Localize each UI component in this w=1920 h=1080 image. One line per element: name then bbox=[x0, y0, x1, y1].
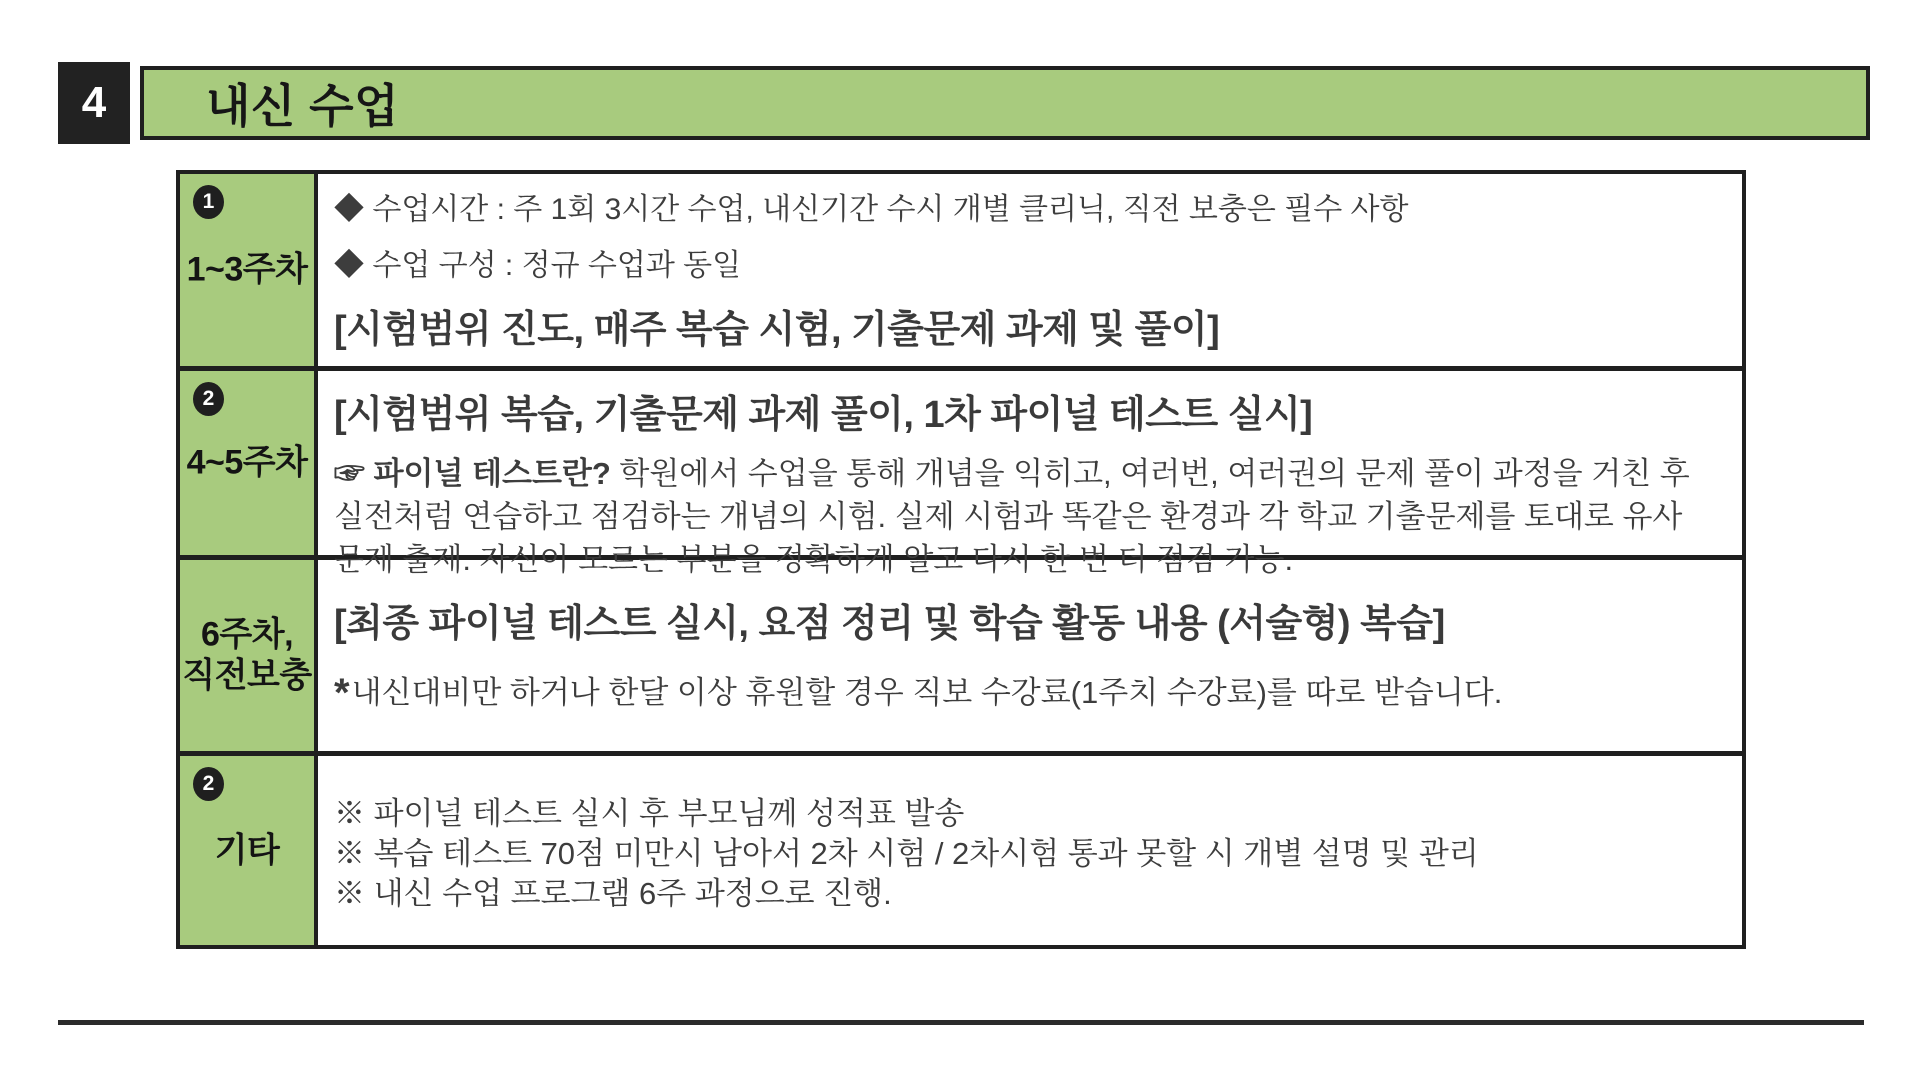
section-title: 내신 수업 bbox=[206, 80, 400, 132]
week-number-badge-2: 2 bbox=[193, 382, 224, 416]
etc-number-badge: 2 bbox=[193, 767, 224, 801]
tuition-note bbox=[334, 667, 1720, 716]
asterisk-mark: * bbox=[334, 671, 350, 715]
week6-headline: [최종 파이널 테스트 실시, 요점 정리 및 학습 활동 내용 (서술형) 복습] bbox=[334, 603, 1445, 645]
schedule-table bbox=[176, 170, 1746, 949]
week-label: 4~5주차 bbox=[186, 443, 308, 482]
week1-3-content-cell bbox=[318, 174, 1742, 366]
table-row-week1-3 bbox=[180, 174, 1742, 366]
bottom-divider bbox=[58, 1020, 1864, 1025]
week6-content-cell bbox=[318, 560, 1742, 751]
final-test-body: 학원에서 수업을 통해 개념을 익히고, 여러번, 여러권의 문제 풀이 과정을 거친 후 실전처럼 연습하고 점검하는 개념의 시험. 실제 시험과 똑같은 환경과 각 학교 기출문제를 토대로 유사 문제 출제. 자신이 모르는 부분을 정확하게 알고 다시 한 번 더 점검 가능. bbox=[334, 456, 1690, 577]
memo-duration-line: ※ 내신 수업 프로그램 6주 과정으로 진행. bbox=[334, 876, 892, 911]
memo-retest-line: ※ 복습 테스트 70점 미만시 남아서 2차 시험 / 2차시험 통과 못할 시 개별 설명 및 관리 bbox=[334, 836, 1479, 871]
class-structure-line: ◆ 수업 구성 : 정규 수업과 동일 bbox=[334, 249, 742, 282]
section-number: 4 bbox=[58, 62, 130, 144]
week-label-line1: 6주차, bbox=[200, 615, 294, 654]
table-row-week6 bbox=[180, 555, 1742, 751]
week1-3-headline: [시험범위 진도, 매주 복습 시험, 기출문제 과제 및 풀이] bbox=[334, 309, 1220, 351]
week-label: 1~3주차 bbox=[186, 250, 308, 289]
week4-5-content-cell bbox=[318, 371, 1742, 577]
week4-5-label-cell bbox=[180, 371, 318, 555]
section-title-bar bbox=[140, 66, 1870, 140]
week1-3-label-cell bbox=[180, 174, 318, 366]
final-test-lead: ☞ 파이널 테스트란? bbox=[334, 456, 611, 491]
etc-label-cell bbox=[180, 756, 318, 945]
week-label bbox=[180, 614, 314, 697]
class-time-line: ◆ 수업시간 : 주 1회 3시간 수업, 내신기간 수시 개별 클리닉, 직전 보충은 필수 사항 bbox=[334, 193, 1409, 226]
etc-label: 기타 bbox=[214, 830, 280, 869]
tuition-note-text: 내신대비만 하거나 한달 이상 휴원할 경우 직보 수강료(1주치 수강료)를 따로 받습니다. bbox=[351, 675, 1503, 710]
section-header bbox=[58, 62, 1870, 144]
memo-report-line: ※ 파이널 테스트 실시 후 부모님께 성적표 발송 bbox=[334, 796, 965, 831]
week-label-line2: 직전보충 bbox=[182, 656, 312, 695]
week6-label-cell bbox=[180, 560, 318, 751]
week4-5-headline: [시험범위 복습, 기출문제 과제 풀이, 1차 파이널 테스트 실시] bbox=[334, 394, 1313, 436]
week-number-badge-1: 1 bbox=[193, 185, 224, 219]
table-row-etc bbox=[180, 751, 1742, 945]
etc-content-cell bbox=[318, 756, 1742, 945]
table-row-week4-5 bbox=[180, 366, 1742, 577]
